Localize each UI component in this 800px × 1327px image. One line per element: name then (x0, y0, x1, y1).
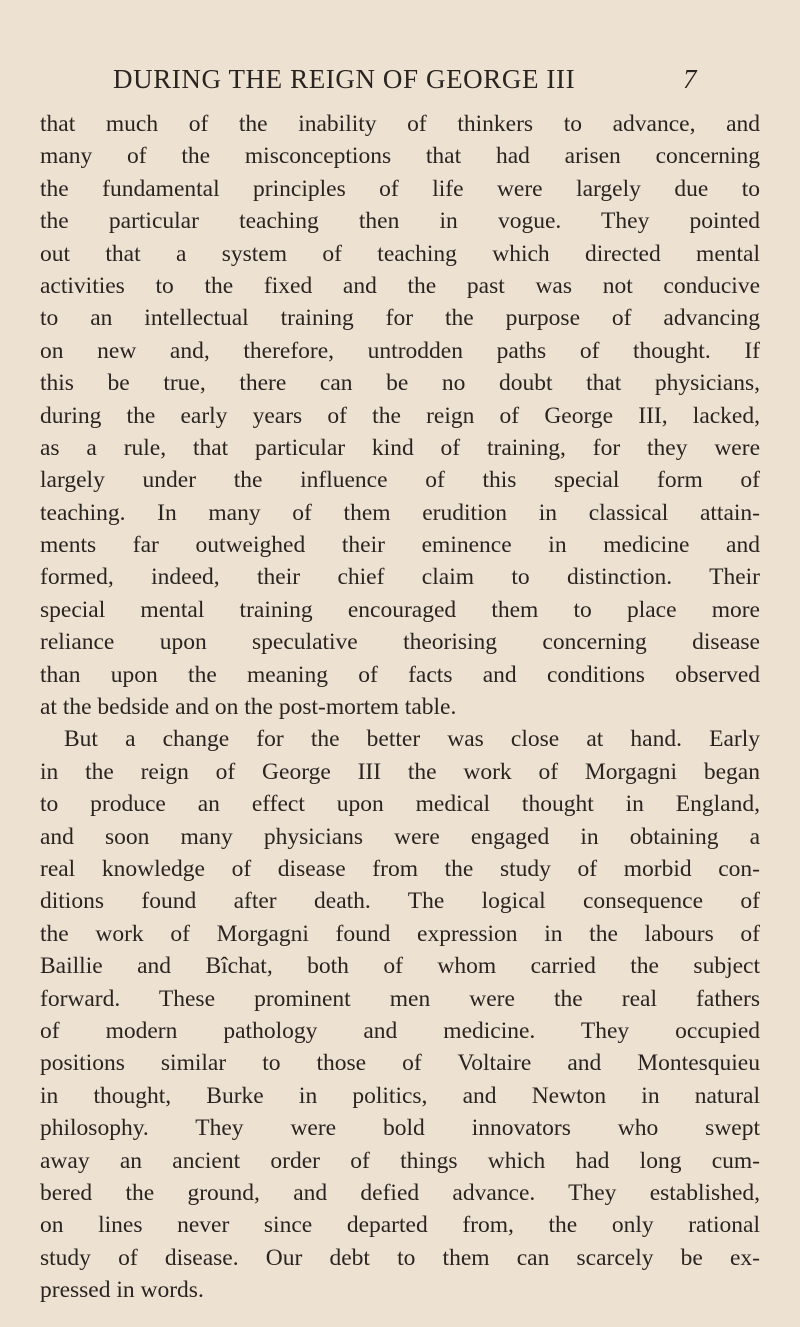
text-line: the work of Morgagni found expression in the labours of (40, 920, 760, 947)
text-line: the fundamental principles of life were largely due to (40, 175, 760, 202)
text-line: ditions found after death. The logical consequence of (40, 888, 760, 915)
text-line: to produce an effect upon medical thought in England, (40, 791, 760, 818)
text-line: many of the misconceptions that had arisen concerning (40, 143, 760, 170)
text-line: this be true, there can be no doubt that physicians, (40, 370, 760, 397)
text-line: away an ancient order of things which had long cum- (40, 1147, 760, 1174)
text-line: reliance upon speculative theorising concerning disease (40, 629, 760, 656)
page-number: 7 (683, 64, 697, 94)
text-line: that much of the inability of thinkers to advance, and (40, 111, 760, 137)
text-line: forward. These prominent men were the real fathers (40, 985, 760, 1012)
text-line: than upon the meaning of facts and conditions observed (40, 661, 760, 688)
text-line: the particular teaching then in vogue. They pointed (40, 208, 760, 235)
paragraph-start-line: But a change for the better was close at hand. Early (64, 726, 760, 753)
text-line: philosophy. They were bold innovators who swept (40, 1115, 760, 1142)
text-line: activities to the fixed and the past was not conducive (40, 272, 760, 299)
text-line: Baillie and Bîchat, both of whom carried the subject (40, 953, 760, 980)
paragraph-end-line: at the bedside and on the post-mortem table. (40, 694, 457, 721)
text-line: bered the ground, and defied advance. They established, (40, 1179, 760, 1206)
text-line: in the reign of George III the work of Morgagni began (40, 758, 760, 785)
text-line: teaching. In many of them erudition in classical attain- (40, 499, 760, 526)
text-line: of modern pathology and medicine. They occupied (40, 1017, 760, 1044)
text-line: special mental training encouraged them to place more (40, 596, 760, 623)
text-line: and soon many physicians were engaged in obtaining a (40, 823, 760, 850)
running-header (0, 62, 800, 96)
text-line: in thought, Burke in politics, and Newton in natural (40, 1082, 760, 1109)
text-line: to an intellectual training for the purpose of advancing (40, 305, 760, 332)
text-line: ments far outweighed their eminence in medicine and (40, 532, 760, 559)
text-line: formed, indeed, their chief claim to distinction. Their (40, 564, 760, 591)
text-line: positions similar to those of Voltaire and Montesquieu (40, 1050, 760, 1077)
body-text (40, 108, 760, 1306)
paragraph-end-line: pressed in words. (40, 1277, 204, 1304)
text-line: on new and, therefore, untrodden paths of thought. If (40, 337, 760, 364)
text-line: study of disease. Our debt to them can scarcely be ex- (40, 1244, 760, 1271)
text-line: out that a system of teaching which directed mental (40, 240, 760, 267)
text-line: on lines never since departed from, the only rational (40, 1212, 760, 1239)
running-title: DURING THE REIGN OF GEORGE III (113, 64, 576, 94)
text-line: as a rule, that particular kind of training, for they were (40, 434, 760, 461)
text-line: largely under the influence of this special form of (40, 467, 760, 494)
text-line: during the early years of the reign of George III, lacked, (40, 402, 760, 429)
text-line: real knowledge of disease from the study of morbid con- (40, 855, 760, 882)
